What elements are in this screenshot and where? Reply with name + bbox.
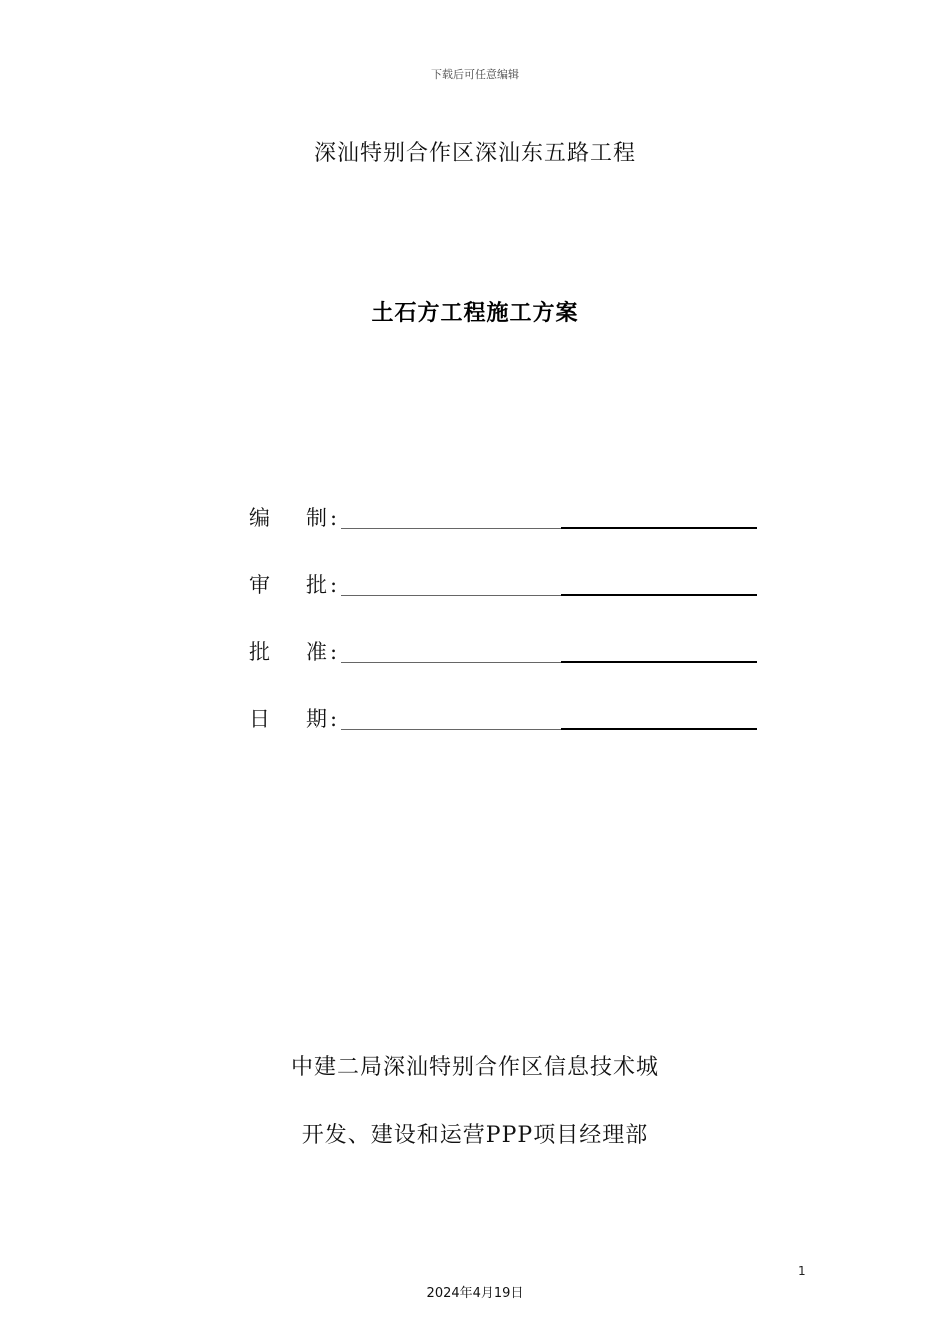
signature-label-colon: : <box>330 573 338 597</box>
page-number: 1 <box>798 1264 806 1278</box>
signature-label-char: 审 <box>249 573 270 597</box>
signature-label-char: 批 <box>249 640 270 664</box>
signature-blank-line-bold <box>561 594 757 596</box>
signature-field-compiled-by <box>249 503 759 533</box>
signature-label-colon: : <box>330 707 338 731</box>
signature-label-colon: : <box>330 640 338 664</box>
signature-label-char: 准 <box>306 640 327 664</box>
header-note: 下载后可任意编辑 <box>431 68 519 81</box>
signature-blank-line-bold <box>561 728 757 730</box>
signature-blank-line <box>341 528 561 529</box>
signature-blank-line <box>341 595 561 596</box>
signature-label-char: 日 <box>249 707 270 731</box>
project-title: 深汕特别合作区深汕东五路工程 <box>313 141 636 166</box>
organization-line-1: 中建二局深汕特别合作区信息技术城 <box>290 1055 659 1080</box>
signature-blank-line <box>341 729 561 730</box>
signature-blank-line-bold <box>561 527 757 529</box>
signature-field-reviewed-by <box>249 570 759 600</box>
footer-date: 2024年4月19日 <box>426 1286 524 1301</box>
signature-label-char: 制 <box>306 506 327 530</box>
signature-blank-line-bold <box>561 661 757 663</box>
signature-field-date <box>249 704 759 734</box>
signature-label-char: 编 <box>249 506 270 530</box>
organization-line-2: 开发、建设和运营PPP项目经理部 <box>301 1123 649 1148</box>
signature-label-char: 批 <box>306 573 327 597</box>
signature-label-colon: : <box>330 506 338 530</box>
signature-field-approved-by <box>249 637 759 667</box>
document-title: 土石方工程施工方案 <box>371 300 579 326</box>
signature-label-char: 期 <box>306 707 327 731</box>
signature-blank-line <box>341 662 561 663</box>
